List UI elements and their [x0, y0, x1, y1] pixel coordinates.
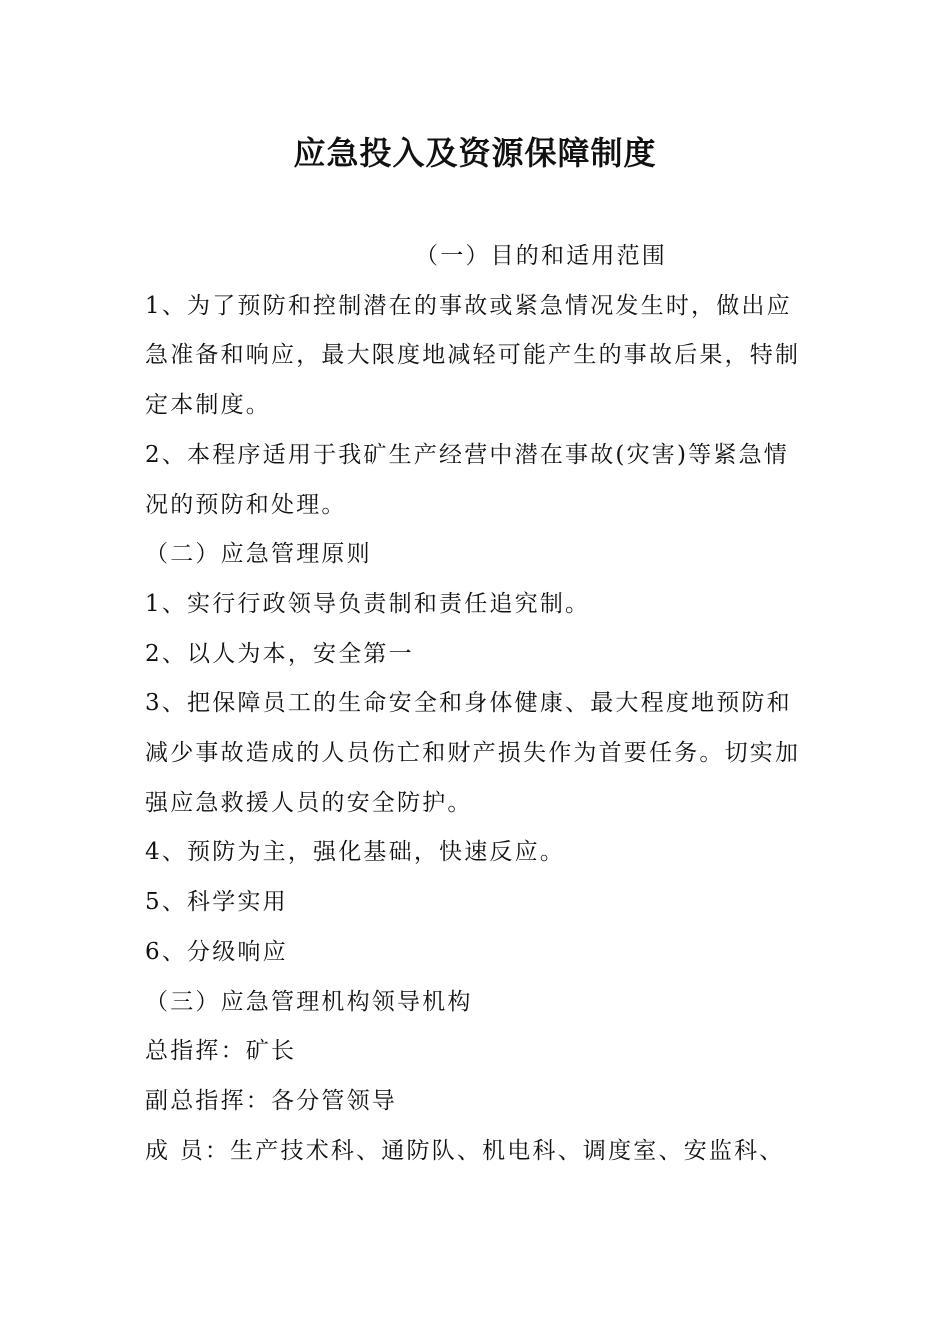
- paragraph-purpose-2: 2、本程序适用于我矿生产经营中潜在事故(灾害)等紧急情况的预防和处理。: [145, 441, 789, 518]
- document-title: 应急投入及资源保障制度: [293, 134, 657, 172]
- paragraph-principle-1: 1、实行行政领导负责制和责任追究制。: [145, 590, 591, 617]
- paragraph-principle-6: 6、分级响应: [145, 938, 288, 965]
- paragraph-principle-3: 3、把保障员工的生命安全和身体健康、最大程度地预防和减少事故造成的人员伤亡和财产损失作为首要任务。切实加强应急救援人员的安全防护。: [145, 690, 801, 816]
- paragraph-principle-2: 2、以人为本，安全第一: [145, 640, 414, 667]
- paragraph-principle-4: 4、预防为主，强化基础，快速反应。: [145, 839, 566, 866]
- section-heading-organization: （三）应急管理机构领导机构: [145, 988, 473, 1015]
- section-heading-principles: （二）应急管理原则: [145, 541, 372, 568]
- paragraph-deputy-commander: 副总指挥：各分管领导: [145, 1087, 397, 1114]
- paragraph-members: 成 员：生产技术科、通防队、机电科、调度室、安监科、: [145, 1137, 785, 1164]
- paragraph-commander: 总指挥：矿长: [145, 1038, 297, 1065]
- paragraph-principle-5: 5、科学实用: [145, 889, 288, 916]
- section-heading-purpose: （一）目的和适用范围: [415, 243, 667, 269]
- document-body: [145, 232, 810, 1176]
- paragraph-purpose-1: 1、为了预防和控制潜在的事故或紧急情况发生时，做出应急准备和响应，最大限度地减轻可能产生的事故后果，特制定本制度。: [145, 292, 801, 419]
